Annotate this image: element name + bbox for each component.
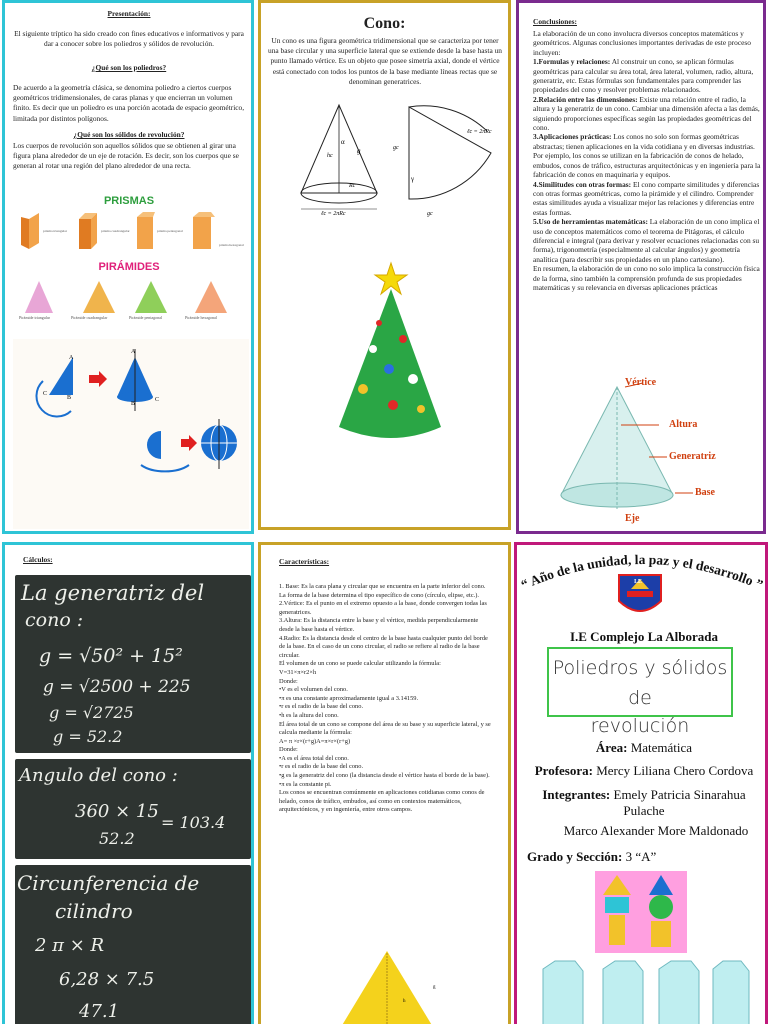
chalk-line: g = √50² + 15² [39,645,183,667]
conclusion-head: 4.Similitudes con otras formas: [533,179,632,189]
arc-title-text: “ Año de la unidad, la paz y el desarrollo ” [518,551,765,593]
diagram-label: ℓc = 2πRc [321,211,346,217]
pyramid-caption: Pirámide cuadrangular [71,315,108,320]
chalk-line: 6,28 × 7.5 [59,969,155,990]
diagram-label: hc [327,153,333,159]
prism-caption: prisma pentagonal [157,229,183,233]
area-value: Matemática [630,740,693,755]
solids-illustration [595,871,687,955]
caracteristica-p: •r es el radio de la base del cono. [279,703,364,711]
chalk-line: 360 × 15 [75,801,159,822]
chalkboard-angulo [15,759,251,859]
cone-label-base: Base [695,487,715,498]
caracteristica-p: •π es la constante pi. [279,780,332,788]
pyramid-pentagonal-icon [135,281,167,313]
piramides-label: PIRÁMIDES [98,261,160,273]
prism-icon [603,961,643,1024]
labeled-cone-diagram [539,377,759,527]
chalk-line: La generatriz del [21,581,205,605]
area-line [525,740,763,756]
revolution-illustration [13,339,249,529]
prism-triangular-icon [21,213,39,249]
conclusion-item [533,57,761,95]
caracteristica-p: Donde: [279,746,298,754]
cone-development-diagram [269,103,505,221]
integrante-1: Emely Patricia Sinarahua Pulache [613,787,746,818]
caracteristica-p: 2.Vértice: Es el punto en el extremo opuesto a la base, donde convergen todas las generatrices. [279,600,487,616]
panel-calculos [2,542,254,1024]
conclusiones-summary: En resumen, la elaboración de un cono no solo implica la construcción física de la forma, sino también la comprensión profunda de sus propiedades matemáticas y su relevancia en diversas aplicaciones prácticas [533,264,760,292]
conclusion-text: La elaboración de un cono implica el uso de conceptos matemáticos como el teorema de Pitágoras, el cálculo diferencial e integral (para derivar y resolver ecuaciones relacionadas con su forma), trigonometría (especialmente al calcular ángulos) y geometría analítica (para describir sus propiedades en un plano cartesiano). [533,217,760,264]
prisms-illustration [535,959,759,1024]
conclusion-text: Los conos no solo son formas geométricas abstractas; tienen aplicaciones en la vida cotidiana y en diversas industrias. Por ejemplo, los conos se utilizan en la fabricación de conos de helado, embudos, conos de tráfico, estructuras arquitectónicas y en ingeniería para la fabricación de conos en maquinaria y equipos. [533,132,761,180]
panel-presentacion [2,0,254,534]
cone-label-h: h [403,999,406,1004]
rot-label: A [131,349,136,355]
main-title-line2: revolución [590,715,690,737]
presentacion-text: El siguiente tríptico ha sido creado con fines educativos e informativos y para dar a conocer sobre los poliedros y sólidos de revolución. [14,29,244,49]
cone-tree-body [339,289,441,438]
cono-title: Cono: [363,15,406,32]
chalk-line: Angulo del cono : [19,765,178,786]
solidos-question: ¿Qué son los sólidos de revolución? [73,130,185,139]
caracteristica-p: •A es el área total del cono. [279,754,349,762]
prism-icon [713,961,749,1024]
pyramid-cuadrangular-icon [83,281,115,313]
panel-caracteristicas [258,542,511,1024]
school-name: I.E Complejo La Alborada [569,629,719,644]
panel-cono [258,0,511,530]
caracteristica-p: •g es la generatriz del cono (la distancia desde el vértice hasta el borde de la base). [279,772,490,780]
chalk-line: cilindro [55,899,133,923]
conclusion-head: 2.Relación entre las dimensiones: [533,94,638,104]
sector-outline [409,107,491,199]
diagram-label: α [341,138,345,146]
cono-intro: Un cono es una figura geométrica tridimensional que se caracteriza por tener una base circular y una superficie lateral que se extiende desde la base hasta un punto llamado vértice. Es un objeto que posee simetría axial, donde el vértice está conectado con todos los puntos de la base mediante líneas rectas que se denominan generatrices. [268,36,502,86]
diagram-label: ℓc = 2πRc [467,129,492,135]
sphere-icon [649,895,673,919]
prismas-label: PRISMAS [103,195,155,207]
pyramid-triangular-icon [25,281,53,313]
panel-portada [514,542,768,1024]
caracteristica-p: El volumen de un cono se puede calcular utilizando la fórmula: [279,660,441,668]
chalk-line: 52.2 [99,829,135,848]
prism-cuadrangular-icon [79,213,97,249]
title-box [547,647,733,737]
prism-hexagonal-icon [193,212,215,249]
prism-icon [659,961,699,1024]
caracteristica-p: •V es el volumen del cono. [279,686,348,694]
conclusiones-list [533,29,761,292]
caracteristica-p: •h es la altura del cono. [279,711,339,719]
poliedros-text: De acuerdo a la geometría clásica, se denomina poliedro a ciertos cuerpos geométricos tridimensionales, de caras planas y que encierran un volumen finito. Es decir que un poliedro es una porción acotada de espacio geométrico, limitada por distintos polígonos. [13,83,245,123]
chalk-line: g = 52.2 [53,727,123,746]
conclusion-head: 1.Formulas y relaciones: [533,57,611,67]
grado-label: Grado y Sección: [527,849,623,864]
chalk-line: 47.1 [79,1001,120,1022]
solidos-text: Los cuerpos de revolución son aquellos sólidos que se obtienen al girar una figura plana alrededor de un eje de rotación. Es decir, son los cuerpos que se generan al rotar una región del plano alrededor de una recta. [13,141,239,171]
prism-icon [543,961,583,1024]
profesora-value: Mercy Liliana Chero Cordova [596,763,754,778]
presentacion-title: Presentación: [107,9,151,18]
conclusion-item [533,95,761,133]
caracteristica-p: V=31×π×r2×h [279,668,317,676]
diagram-label: g [357,147,361,155]
caracteristica-p: •r es el radio de la base del cono. [279,763,364,771]
caracteristica-p: A= π ×r×(r+g)A=π×r×(r+g) [279,737,351,745]
yellow-cone-illustration [331,947,441,1024]
pyramid-caption: Pirámide pentagonal [129,315,162,320]
prism-caption: prisma hexagonal [219,243,244,247]
rot-label: B [67,395,72,401]
integrantes-line [525,787,763,819]
conclusion-item [533,132,761,179]
profesora-line [525,763,763,779]
cylinder-icon [609,915,625,945]
chalk-line: cono : [25,609,84,631]
area-label: Área: [595,740,628,755]
caracteristica-p: 3.Altura: Es la distancia entre la base y el vértice, medida perpendicularmente desde la base hasta el vértice. [279,617,479,633]
conclusion-head: 5.Uso de herramientas matemáticas: [533,217,648,227]
felt-christmas-tree-cone [333,259,443,445]
diagram-label: Rc [349,183,356,189]
rot-label: C [155,397,160,403]
caracteristica-p: Donde: [279,677,298,685]
chalkboard-generatriz [15,575,251,753]
chalk-line: 2 π × R [35,935,105,956]
grado-value: 3 “A” [625,849,657,864]
cone-label-altura: Altura [669,419,698,430]
conclusion-item [533,217,761,264]
chalk-line: g = √2500 + 225 [43,677,191,697]
rot-label: A [69,355,74,361]
main-title-line1: Poliedros y sólidos de [552,657,728,709]
conclusion-head: 3.Aplicaciones prácticas: [533,132,612,142]
conclusion-item [533,180,761,218]
grado-line [527,849,656,865]
diagram-label: gc [427,211,433,217]
crest-text: I.E [634,579,642,585]
diagram-label: gc [393,145,399,151]
conclusion-text: El cono comparte similitudes y diferencias con otras formas geométricas, como la pirámide y el cilindro. Comprender estas similitudes ayuda a visualizar mejor las relaciones y diferencias entre estas formas. [533,179,760,217]
conclusion-text: Existe una relación entre el radio, la altura y la generatriz de un cono. Cambiar una dimensión afecta a las demás, siguiendo proporciones específicas según las propiedades geométricas del cono. [533,94,760,133]
pyramid-caption: Pirámide triangular [19,315,50,320]
caracteristica-p: 4.Radio: Es la distancia desde el centro de la base hasta cualquier punto del borde de la base. En el caso de un cono circular, el radio se refiere al radio de la base circular. [279,634,488,659]
chalk-line: g = √2725 [49,703,134,722]
poliedros-question: ¿Qué son los poliedros? [91,63,167,72]
profesora-label: Profesora: [534,763,593,778]
prism-caption: prisma cuadrangular [101,229,130,233]
caracteristica-p: El área total de un cono se compone del área de su base y su superficie lateral, y se calcula mediante la fórmula: [279,720,491,737]
cone-label-vertice: Vértice [625,377,657,388]
cone-label-eje: Eje [625,513,640,524]
conclusiones-intro: La elaboración de un cono involucra diversos conceptos matemáticos y geométricos. Algunas conclusiones importantes derivadas de este proceso incluyen: [533,29,751,57]
pyramid-hexagonal-icon [195,281,227,313]
prism-pentagonal-icon [137,212,155,249]
calculos-title: Cálculos: [23,555,53,564]
integrante-2: Marco Alexander More Maldonado [563,823,749,838]
integrantes-label: Integrantes: [542,787,611,802]
caracteristicas-text [279,583,493,815]
conclusion-text: Al construir un cono, se aplican fórmulas geométricas para calcular su área total, área lateral, volumen, radio, altura, generatriz, etc. Estas fórmulas son fundamentales para comprender las propiedades del cono y resolver problemas relacionados. [533,57,754,95]
cone-label-g: g [433,985,436,990]
cone-label-generatriz: Generatriz [669,451,716,462]
conclusiones-title: Conclusiones: [533,17,577,26]
rot-label: C [43,391,48,397]
chalk-line: = 103.4 [161,813,226,832]
caracteristica-p: •π es una constante aproximadamente igual a 3.14159. [279,694,419,702]
caracteristicas-title: Características: [279,557,330,566]
caracteristica-p: Los conos se encuentran comúnmente en aplicaciones cotidianas como conos de helado, conos de tráfico, embudos, así como en contextos matemáticos, arquitectónicos, y en ingeniería, entre otros campos. [279,789,485,814]
caracteristica-p: 1. Base: Es la cara plana y circular que se encuentra en la parte inferior del cono. La forma de la base determina el tipo específico de cono (círculo, elipse, etc.). [279,583,486,599]
panel-conclusiones [516,0,766,534]
rot-label: B [131,401,136,407]
pyramid-caption: Pirámide hexagonal [185,315,217,320]
chalk-line: Circunferencia de [17,871,200,895]
chalkboard-circunferencia [15,865,251,1024]
prism-caption: prisma triangular [43,229,68,233]
diagram-label: γ [411,175,415,183]
